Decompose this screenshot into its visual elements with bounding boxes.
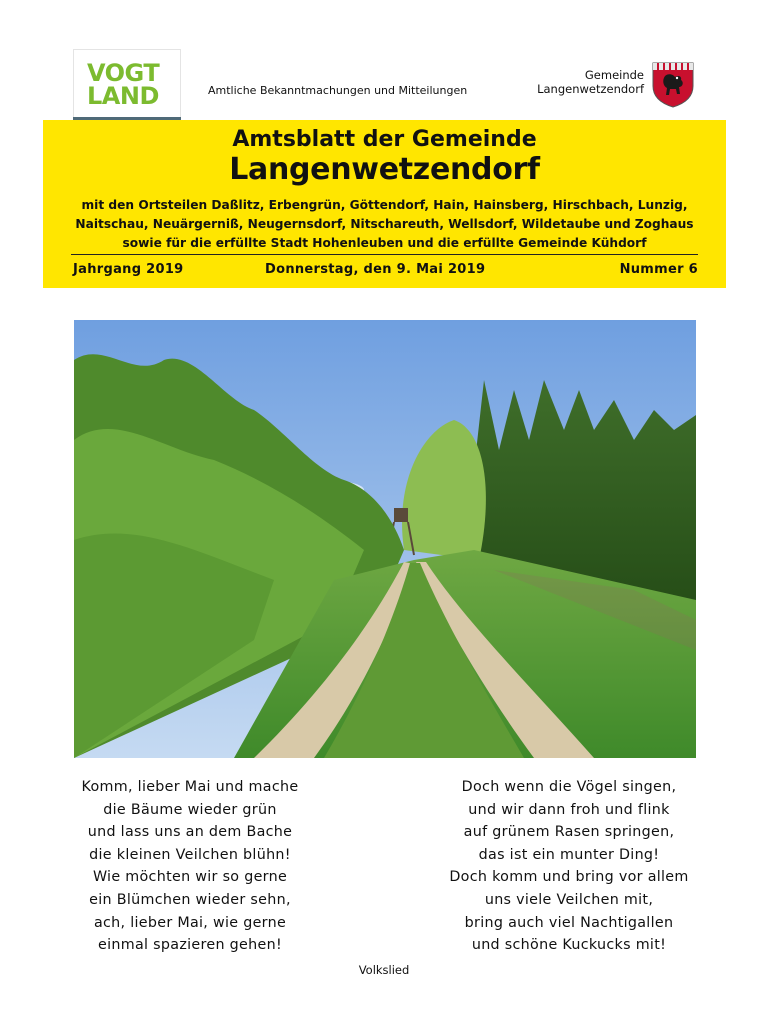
coat-of-arms-icon: [650, 60, 696, 108]
masthead-divider: [71, 254, 698, 255]
logo-word-land: LAND: [87, 82, 159, 110]
masthead-subtitle: mit den Ortsteilen Daßlitz, Erbengrün, Göttendorf, Hain, Hainsberg, Hirschbach, Lunzig, Naitschau, Neuärgerniß, Neugernsdorf, Nitschareuth, Wellsdorf, Wildetaube und Zoghaus sowie für die erfüllte Stadt Hohenleuben und die erfüllte Gemeinde Kühdorf: [75, 198, 694, 250]
issue-number: Nummer 6: [619, 262, 698, 277]
logo-word-vogt: VOGT: [87, 59, 160, 87]
masthead-title-line1: Amtsblatt der Gemeinde: [232, 127, 537, 152]
poem-source: Volkslied: [358, 963, 410, 977]
header-tagline: Amtliche Bekanntmachungen und Mitteilungen: [208, 84, 468, 97]
poem-right-stanza: Doch wenn die Vögel singen, und wir dann froh und flink auf grünem Rasen springen, das ist ein munter Ding! Doch komm und bring vor allem uns viele Veilchen mit, bring auch viel Nachtigallen und schöne Kuckucks mit!: [449, 779, 689, 954]
masthead-title-line2: Langenwetzendorf: [229, 152, 540, 187]
masthead: [43, 120, 726, 288]
cover-photo-landscape: [74, 320, 696, 758]
municipality-name: Gemeinde Langenwetzendorf: [537, 68, 644, 96]
issue-year: Jahrgang 2019: [73, 262, 184, 277]
poem-left-stanza: Komm, lieber Mai und mache die Bäume wieder grün und lass uns an dem Bache die kleinen Veilchen blühn! Wie möchten wir so gerne ein Blümchen wieder sehn, ach, lieber Mai, wie gerne einmal spazieren gehen!: [81, 779, 299, 954]
issue-date: Donnerstag, den 9. Mai 2019: [265, 262, 486, 277]
